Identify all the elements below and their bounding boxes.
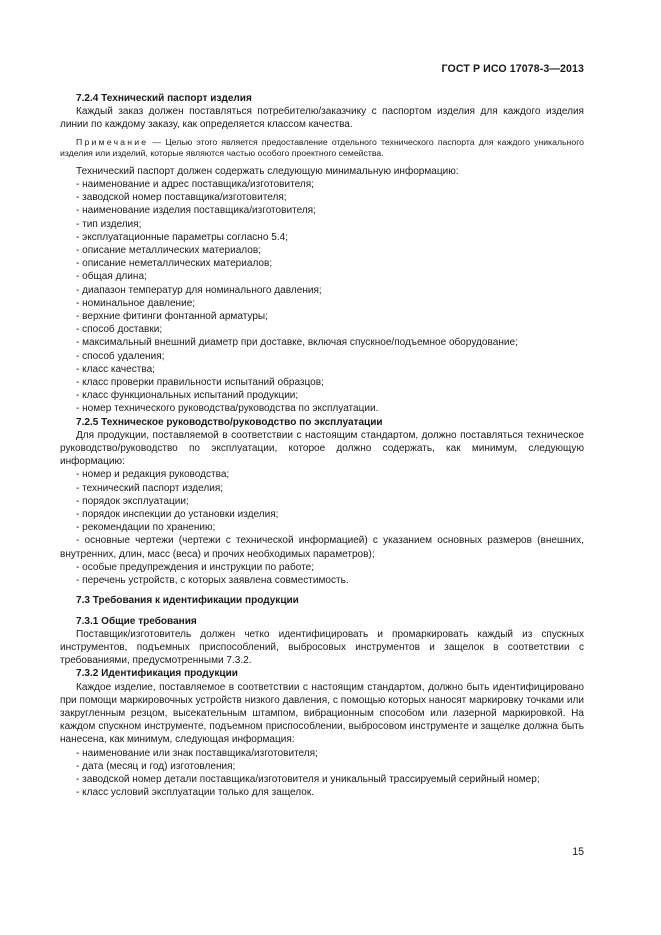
section-7-2-4-title: 7.2.4 Технический паспорт изделия bbox=[76, 93, 252, 104]
list-item: - наименование и адрес поставщика/изготовителя; bbox=[76, 179, 314, 190]
section-7-3-2-title: 7.3.2 Идентификация продукции bbox=[76, 668, 238, 680]
list-item: - основные чертежи (чертежи с технической информацией) с указанием основных размеров (внешних, внутренних, длин, масс (веса) и прочих необходимых параметров); bbox=[60, 535, 584, 560]
list-item: - рекомендации по хранению; bbox=[76, 522, 216, 534]
list-item: - класс качества; bbox=[76, 363, 155, 375]
list-item: - наименование или знак поставщика/изготовителя; bbox=[76, 747, 318, 759]
paragraph: Поставщик/изготовитель должен четко идентифицировать и промаркировать каждый из спускных инструментов, подъемных приспособлений, выбросовых инструментов и защелок в соответствии с требованиями, предусмотренными 7.3.2. bbox=[60, 628, 584, 667]
list-item: - описание неметаллических материалов; bbox=[76, 258, 273, 270]
list-item: - класс условий эксплуатации только для защелок. bbox=[76, 787, 315, 799]
list-passport-contents bbox=[60, 178, 584, 416]
list-item: - диапазон температур для номинального давления; bbox=[76, 284, 322, 296]
list-item: - дата (месяц и год) изготовления; bbox=[76, 760, 236, 772]
list-item: - эксплуатационные параметры согласно 5.4; bbox=[76, 231, 288, 243]
list-item: - особые предупреждения и инструкции по работе; bbox=[76, 561, 314, 573]
document-code: ГОСТ Р ИСО 17078-3—2013 bbox=[441, 63, 584, 75]
paragraph: Каждый заказ должен поставляться потребителю/заказчику с паспортом изделия для каждого изделия линии по каждому заказу, как определяется классом качества. bbox=[60, 106, 584, 131]
page-number: 15 bbox=[572, 846, 584, 858]
list-item: - номер и редакция руководства; bbox=[76, 469, 230, 481]
list-item: - описание металлических материалов; bbox=[76, 245, 261, 257]
list-item: - порядок эксплуатации; bbox=[76, 495, 189, 507]
list-item: - порядок инспекции до установки изделия; bbox=[76, 509, 279, 521]
note bbox=[60, 137, 584, 160]
list-item: - номер технического руководства/руководства по эксплуатации. bbox=[76, 403, 379, 415]
list-item: - номинальное давление; bbox=[76, 297, 196, 309]
list-item: - класс проверки правильности испытаний образцов; bbox=[76, 377, 324, 389]
section-7-3-1-title: 7.3.1 Общие требования bbox=[76, 615, 197, 627]
note-text: — Целью этого является предоставление отдельного технического паспорта для каждого уникального изделия или изделий, которые являются частью особого проектного семейства. bbox=[60, 136, 584, 159]
paragraph: Для продукции, поставляемой в соответствии с настоящим стандартом, должно поставляться техническое руководство/руководство по эксплуатации, которое должно содержать, как минимум, следующую информацию: bbox=[60, 429, 584, 468]
list-item: - тип изделия; bbox=[76, 218, 142, 230]
paragraph: Технический паспорт должен содержать следующую минимальную информацию: bbox=[76, 165, 459, 177]
list-item: - наименование изделия поставщика/изготовителя; bbox=[76, 205, 316, 217]
list-item: - способ доставки; bbox=[76, 324, 163, 336]
list-item: - заводской номер поставщика/изготовителя; bbox=[76, 192, 287, 204]
list-marking-info bbox=[60, 747, 584, 800]
list-item: - общая длина; bbox=[76, 271, 147, 283]
section-7-3-title: 7.3 Требования к идентификации продукции bbox=[76, 595, 299, 607]
section-7-2-5-title: 7.2.5 Техническое руководство/руководство по эксплуатации bbox=[76, 416, 383, 428]
page-content bbox=[60, 92, 584, 799]
list-manual-contents bbox=[60, 468, 584, 587]
note-label: Примечание bbox=[76, 136, 149, 147]
list-item: - технический паспорт изделия; bbox=[76, 482, 224, 494]
list-item: - максимальный внешний диаметр при доставке, включая спускное/подъемное оборудование; bbox=[76, 337, 518, 349]
list-item: - класс функциональных испытаний продукции; bbox=[76, 390, 299, 402]
list-item: - заводской номер детали поставщика/изготовителя и уникальный трассируемый серийный номер; bbox=[76, 773, 540, 785]
list-item: - перечень устройств, с которых заявлена совместимость. bbox=[76, 575, 349, 587]
list-item: - способ удаления; bbox=[76, 350, 165, 362]
paragraph: Каждое изделие, поставляемое в соответствии с настоящим стандартом, должно быть идентифицировано при помощи маркировочных устройств низкого давления, с помощью которых наносят маркировку точками или закругленным резцом, высекательным штампом, вибрационным способом или лазерной маркировкой. На каждом спускном инструменте, подъемном приспособлении, выбросовом инструменте и защелке должна быть нанесена, как минимум, следующая информация: bbox=[60, 681, 584, 746]
list-item: - верхние фитинги фонтанной арматуры; bbox=[76, 311, 268, 323]
